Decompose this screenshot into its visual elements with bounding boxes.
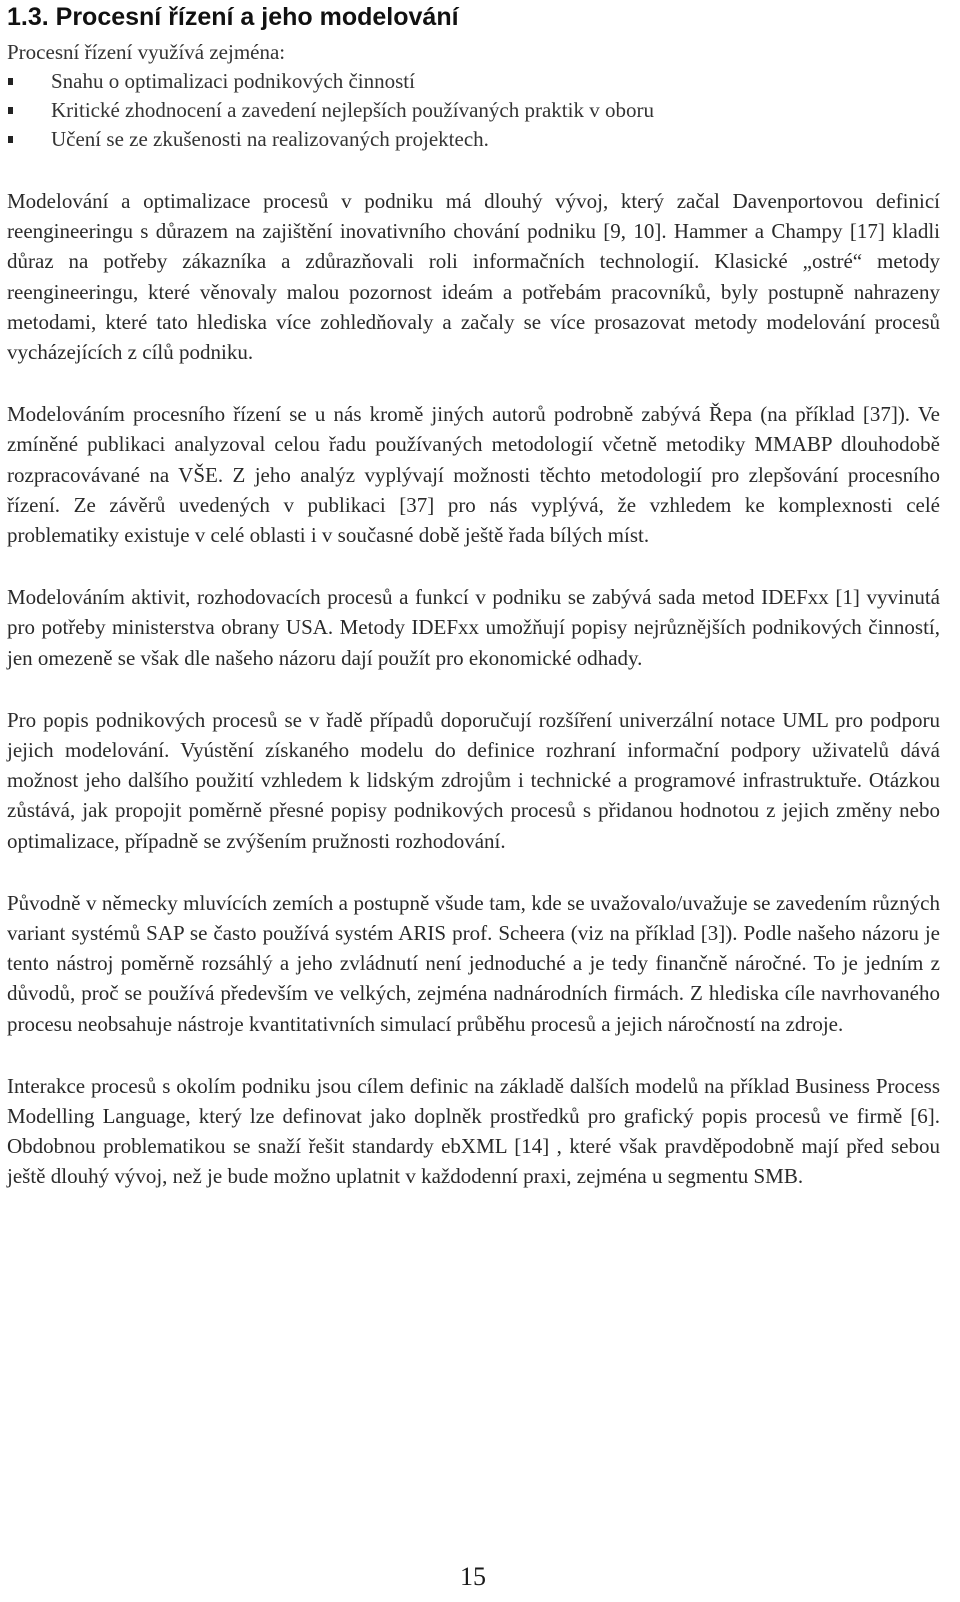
bullet-text: Učení se ze zkušenosti na realizovaných projektech. — [51, 127, 489, 151]
paragraph-uml: Pro popis podnikových procesů se v řadě případů doporučují rozšíření univerzální notace UML pro podporu jejich modelování. Vyústění získaného modelu do definice rozhraní informační podpory uživatelů dává možnost jeho dalšího použití vzhledem k lidským zdrojům i technické a programové infrastruktuře. Otázkou zůstává, jak propojit poměrně přesné popisy podnikových procesů s přidanou hodnotou z jejich změny nebo optimalizace, případně se zvýšením pružnosti rozhodování. — [7, 707, 940, 853]
document-page — [7, 0, 940, 1192]
paragraph-reengineering: Modelování a optimalizace procesů v podniku má dlouhý vývoj, který začal Davenportovou definicí reengineeringu s důrazem na zajištění inovativního chování podniku [9, 10]. Hammer a Champy [17] kladli důraz na potřeby zákazníka a zdůrazňovali roli informačních technologií. Klasické „ostré“ metody reengineeringu, které věnovaly malou pozornost ideám a potřebám pracovníků, byly postupně nahrazeny metodami, které tato hlediska více zohledňovaly a začaly se více prosazovat metody modelování procesů vycházejících z cílů podniku. — [7, 189, 940, 365]
bullet-square-icon — [8, 107, 13, 114]
paragraph-idefxx: Modelováním aktivit, rozhodovacích procesů a funkcí v podniku se zabývá sada metod IDEFxx [1] vyvinutá pro potřeby ministerstva obrany USA. Metody IDEFxx umožňují popisy nejrůznějších podnikových činností, jen omezeně se však dle našeho názoru dají použít pro ekonomické odhady. — [7, 585, 940, 670]
intro-text: Procesní řízení využívá zejména: — [7, 40, 286, 64]
bullet-item — [7, 96, 940, 125]
bullet-text: Snahu o optimalizaci podnikových činností — [51, 69, 415, 93]
bullet-square-icon — [8, 136, 13, 143]
page-number: 15 — [460, 1562, 486, 1591]
bullet-text: Kritické zhodnocení a zavedení nejlepších používaných praktik v oboru — [51, 98, 654, 122]
bullet-item — [7, 67, 940, 96]
section-heading: 1.3. Procesní řízení a jeho modelování — [7, 3, 459, 31]
paragraph-interaction: Interakce procesů s okolím podniku jsou cílem definic na základě dalších modelů na příklad Business Process Modelling Language, který lze definovat jako doplněk prostředků pro grafický popis procesů ve firmě [6]. Obdobnou problematikou se snaží řešit standardy ebXML [14] , které však pravděpodobně mají před sebou ještě dlouhý vývoj, než je bude možno uplatnit v každodenní praxi, zejména u segmentu SMB. — [7, 1073, 940, 1189]
paragraph-repa: Modelováním procesního řízení se u nás kromě jiných autorů podrobně zabývá Řepa (na příklad [37]). Ve zmíněné publikaci analyzoval celou řadu používaných metodologií včetně metodiky MMABP dlouhodobě rozpracovávané na VŠE. Z jeho analýz vyplývají možnosti těchto metodologií pro zlepšování procesního řízení. Ze závěrů uvedených v publikaci [37] pro nás vyplývá, že vzhledem ke komplexnosti celé problematiky existuje v celé oblasti i v současné době ještě řada bílých míst. — [7, 402, 940, 548]
bullet-item — [7, 125, 940, 154]
bullet-square-icon — [8, 78, 13, 85]
paragraph-aris: Původně v německy mluvících zemích a postupně všude tam, kde se uvažovalo/uvažuje se zavedením různých variant systémů SAP se často používá systém ARIS prof. Scheera (viz na příklad [3]). Podle našeho názoru je tento nástroj poměrně rozsáhlý a jeho zvládnutí není jednoduché a je tedy finančně náročné. To je jedním z důvodů, proč se používá především ve velkých, zejména nadnárodních firmách. Z hlediska cíle navrhovaného procesu neobsahuje nástroje kvantitativních simulací průběhu procesů a jejich náročností na zdroje. — [7, 890, 940, 1036]
bullet-list — [7, 67, 940, 154]
